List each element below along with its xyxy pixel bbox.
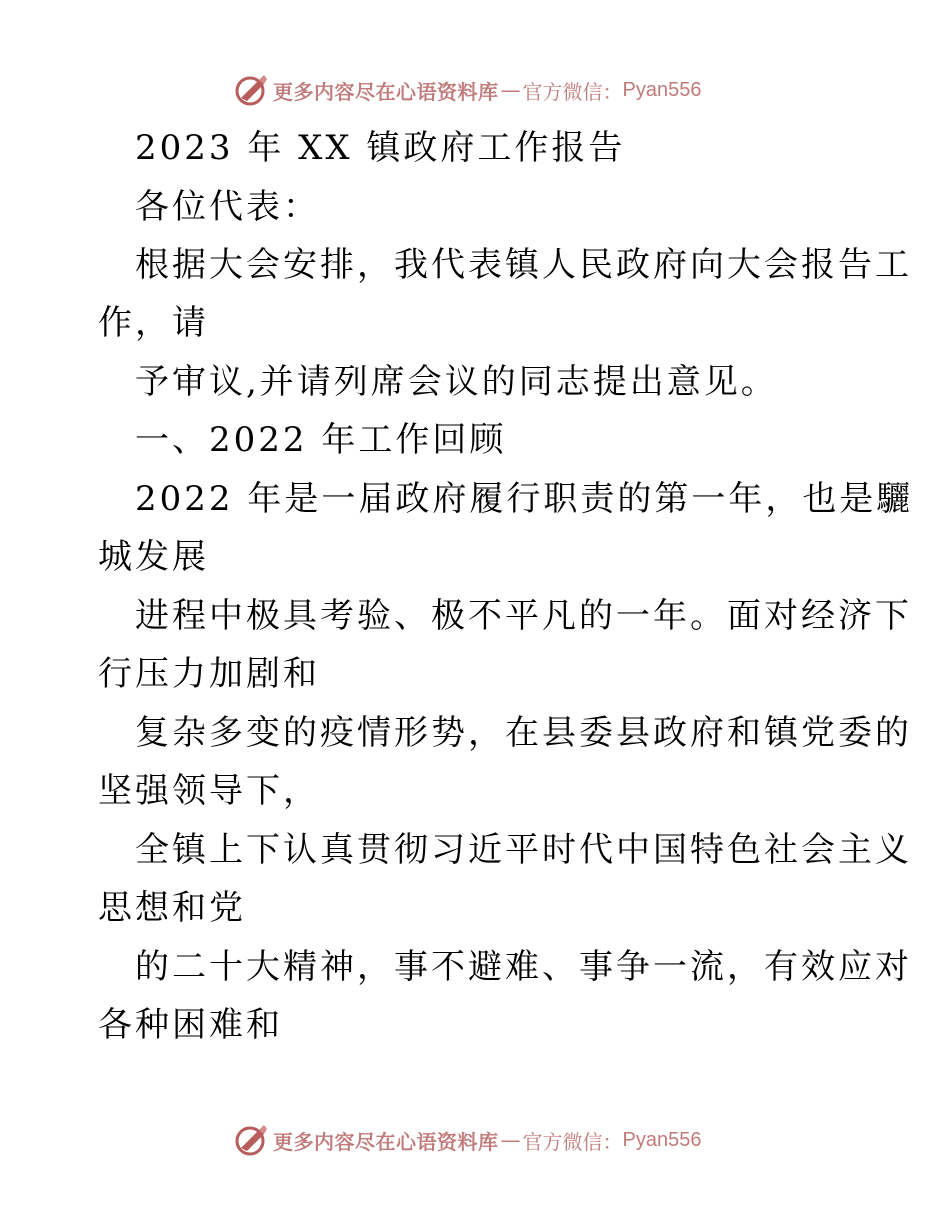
paragraph-line: 思想和党 (98, 888, 246, 928)
paragraph-line: 全镇上下认真贯彻习近平时代中国特色社会主义 (135, 830, 912, 870)
watermark-text: 更多内容尽在心语资料库 (273, 79, 499, 104)
paragraph-line: 城发展 (98, 537, 209, 577)
paragraph-line: 2022 年是一届政府履行职责的第一年，也是驪 (135, 479, 914, 519)
paragraph-line: 作，请 (98, 303, 209, 343)
paragraph-line: 各位代表： (135, 187, 320, 227)
watermark-label: 官方微信： (522, 1129, 623, 1154)
watermark-dash: — (500, 78, 521, 102)
watermark-wechat-id: Pyan556 (622, 1128, 702, 1151)
pen-logo-icon (233, 72, 269, 108)
watermark-text: 更多内容尽在心语资料库 (273, 1129, 499, 1154)
watermark-wechat-id: Pyan556 (622, 78, 702, 101)
paragraph-line: 予审议,并请列席会议的同志提出意见。 (135, 362, 778, 402)
paragraph-line: 根据大会安排，我代表镇人民政府向大会报告工 (135, 245, 912, 285)
section-heading: 一、2022 年工作回顾 (135, 420, 507, 460)
watermark-label: 官方微信： (522, 79, 623, 104)
paragraph-line: 行压力加剧和 (98, 654, 320, 694)
document-title: 2023 年 XX 镇政府工作报告 (135, 128, 626, 168)
header-watermark (233, 70, 701, 110)
paragraph-line: 坚强领导下， (98, 771, 320, 811)
pen-logo-icon (233, 1122, 269, 1158)
paragraph-line: 进程中极具考验、极不平凡的一年。面对经济下 (135, 596, 912, 636)
paragraph-line: 复杂多变的疫情形势，在县委县政府和镇党委的 (135, 713, 912, 753)
footer-watermark (233, 1120, 701, 1160)
paragraph-line: 的二十大精神，事不避难、事争一流，有效应对 (135, 947, 912, 987)
watermark-dash: — (500, 1128, 521, 1152)
paragraph-line: 各种困难和 (98, 1005, 283, 1045)
